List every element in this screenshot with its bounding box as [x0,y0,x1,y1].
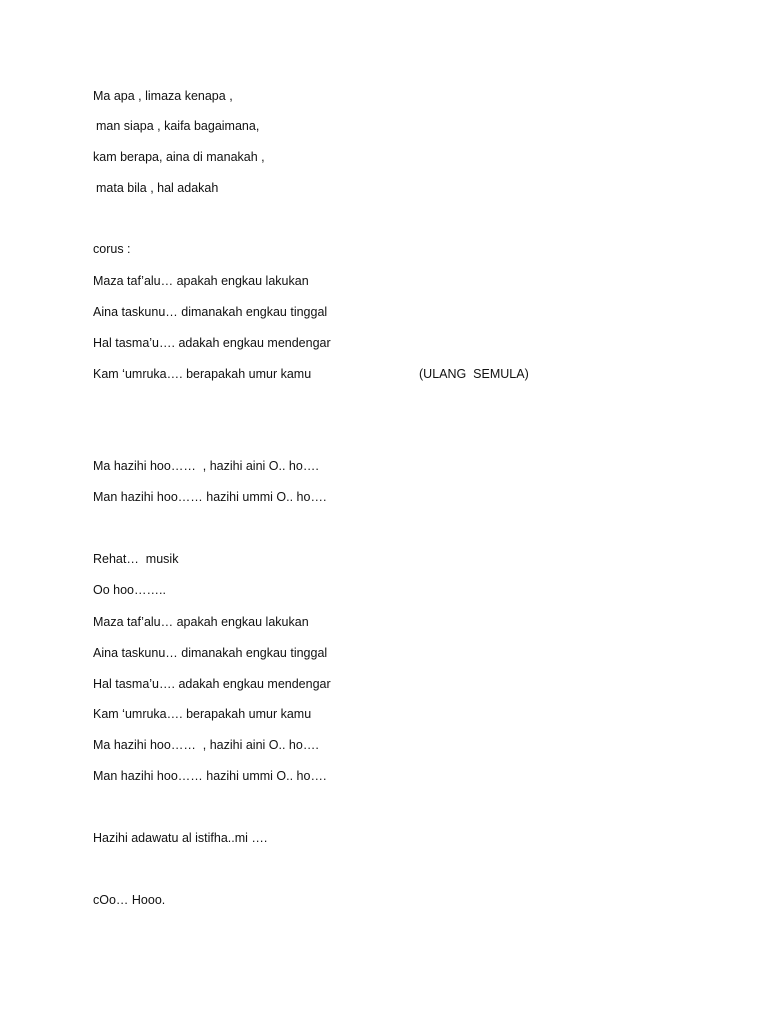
verse-line-4: mata bila , hal adakah [96,181,219,195]
chorus-line-2: Aina taskunu… dimanakah engkau tinggal [93,305,328,319]
repeat-note: (ULANG SEMULA) [419,367,529,381]
closing-line-2: cOo… Hooo. [93,893,166,907]
bridge-line-1: Ma hazihi hoo…… , hazihi aini O.. ho…. [93,459,319,473]
verse-line-3: kam berapa, aina di manakah , [93,150,265,164]
verse-line-2: man siapa , kaifa bagaimana, [96,119,260,133]
section2-line-3: Maza taf’alu… apakah engkau lakukan [93,615,309,629]
section2-line-6: Kam ‘umruka…. berapakah umur kamu [93,707,312,721]
closing-line-1: Hazihi adawatu al istifha..mi …. [93,831,268,845]
chorus-line-4: Kam ‘umruka…. berapakah umur kamu [93,367,312,381]
chorus-line-3: Hal tasma’u…. adakah engkau mendengar [93,336,331,350]
section2-line-7: Ma hazihi hoo…… , hazihi aini O.. ho…. [93,738,319,752]
chorus-line-1: Maza taf’alu… apakah engkau lakukan [93,274,309,288]
bridge-line-2: Man hazihi hoo…… hazihi ummi O.. ho…. [93,490,327,504]
chorus-label: corus : [93,242,131,256]
section2-line-5: Hal tasma’u…. adakah engkau mendengar [93,677,331,691]
section2-line-8: Man hazihi hoo…… hazihi ummi O.. ho…. [93,769,327,783]
section2-line-4: Aina taskunu… dimanakah engkau tinggal [93,646,328,660]
section2-line-1: Rehat… musik [93,552,179,566]
section2-line-2: Oo hoo…….. [93,583,166,597]
verse-line-1: Ma apa , limaza kenapa , [93,89,233,103]
